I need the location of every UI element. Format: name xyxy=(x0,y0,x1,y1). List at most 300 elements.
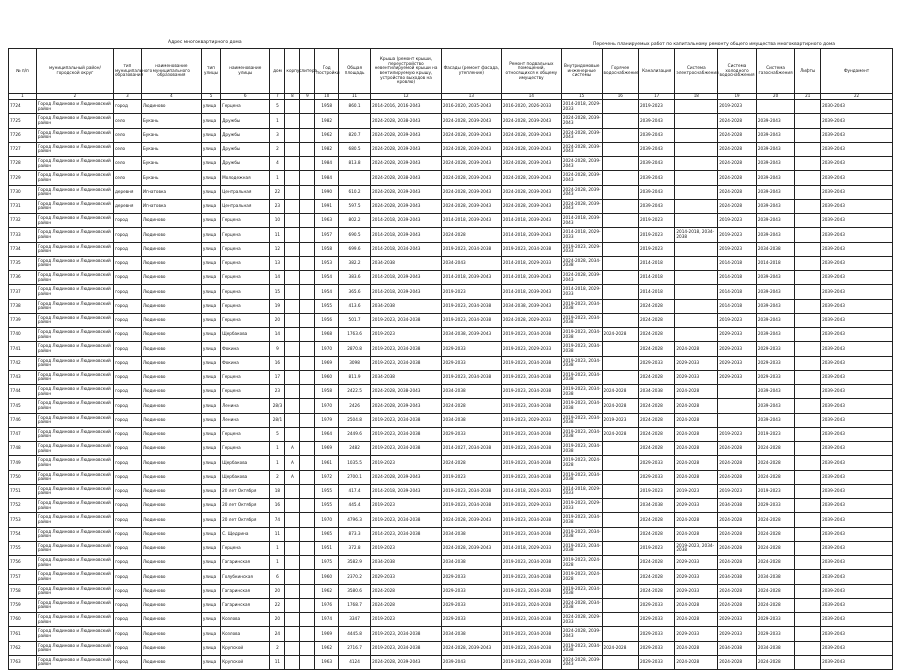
table-cell: 2039-2043 xyxy=(821,299,893,313)
table-cell: Герцена xyxy=(221,271,270,285)
table-cell: улица xyxy=(201,456,220,470)
column-number: 5 xyxy=(201,94,220,100)
table-cell: 2029-2033 xyxy=(638,641,674,655)
table-cell: 382.2 xyxy=(338,256,370,270)
table-cell: 2029-2033 xyxy=(718,613,757,627)
table-cell: 7763 xyxy=(9,655,37,669)
table-cell: 1976 xyxy=(315,598,339,612)
table-cell: 2039-2043 xyxy=(821,399,893,413)
table-cell: 2029-2033 xyxy=(756,356,795,370)
table-cell: 2039-2043 xyxy=(821,185,893,199)
table-cell: 7738 xyxy=(9,299,37,313)
table-cell: 2014-2018, 2039-2043 xyxy=(371,285,442,299)
table-cell: 2039-2043 xyxy=(821,413,893,427)
table-cell xyxy=(795,641,821,655)
table-cell xyxy=(300,128,315,142)
table-cell: 1963 xyxy=(315,655,339,669)
table-cell: улица xyxy=(201,228,220,242)
table-cell: город xyxy=(114,399,142,413)
table-cell: 2014-2018 xyxy=(638,285,674,299)
table-cell: Город Людиново и Людиновский район xyxy=(36,442,113,456)
table-cell: 5 xyxy=(270,100,285,114)
table-cell: 2024-2028 xyxy=(718,584,757,598)
table-cell: 4124 xyxy=(338,655,370,669)
table-cell: 2024-2028 xyxy=(638,427,674,441)
table-cell: 2029-2033 xyxy=(675,627,718,641)
table-cell xyxy=(285,185,300,199)
table-cell: 2039-2043 xyxy=(756,128,795,142)
table-cell xyxy=(602,114,638,128)
table-cell: 2034-2038 xyxy=(371,370,442,384)
column-number: 19 xyxy=(718,94,757,100)
table-cell: 2034-2038 xyxy=(756,242,795,256)
table-cell xyxy=(602,613,638,627)
table-cell: 2019-2023 xyxy=(638,100,674,114)
table-cell: 2019-2023 xyxy=(718,484,757,498)
table-cell xyxy=(285,342,300,356)
table-cell: улица xyxy=(201,199,220,213)
table-cell: 2039-2043 xyxy=(821,214,893,228)
table-cell: 22 xyxy=(270,185,285,199)
table-row xyxy=(9,356,893,370)
table-cell: 2024-2028 xyxy=(675,470,718,484)
table-cell: 2029-2033 xyxy=(756,342,795,356)
table-cell: улица xyxy=(201,641,220,655)
table-cell: Людиново xyxy=(141,655,201,669)
table-cell: 7749 xyxy=(9,456,37,470)
table-cell: 7745 xyxy=(9,399,37,413)
table-cell: улица xyxy=(201,271,220,285)
table-cell: 2024-2028, 2039-2043 xyxy=(561,142,602,156)
table-cell: улица xyxy=(201,128,220,142)
table-cell: Город Людиново и Людиновский район xyxy=(36,627,113,641)
table-cell: 2019-2023, 2034-2038 xyxy=(501,627,561,641)
table-cell: 2024-2028 xyxy=(638,442,674,456)
table-cell xyxy=(795,299,821,313)
table-cell: 2024-2028, 2038-2043 xyxy=(371,385,442,399)
table-cell xyxy=(300,456,315,470)
table-cell: 2039-2043 xyxy=(756,313,795,327)
table-cell: 7752 xyxy=(9,499,37,513)
table-row xyxy=(9,584,893,598)
table-cell: Людиново xyxy=(141,470,201,484)
table-cell: 1963 xyxy=(315,214,339,228)
table-cell: 2019-2023 xyxy=(718,228,757,242)
table-cell xyxy=(718,385,757,399)
table-cell xyxy=(285,157,300,171)
table-cell xyxy=(795,157,821,171)
table-cell xyxy=(795,399,821,413)
table-cell: 501.7 xyxy=(338,313,370,327)
table-cell: 2039-2043 xyxy=(821,541,893,555)
table-cell: 7724 xyxy=(9,100,37,114)
table-cell: 2019-2023 xyxy=(718,242,757,256)
table-cell: 2024-2028, 2039-2043 xyxy=(441,541,501,555)
table-cell xyxy=(300,142,315,156)
table-cell: 2024-2028 xyxy=(718,527,757,541)
table-cell: 2029-2033 xyxy=(756,613,795,627)
table-cell: Голубкинская xyxy=(221,570,270,584)
table-cell: 699.6 xyxy=(338,242,370,256)
table-cell: Людиново xyxy=(141,356,201,370)
table-cell: 820.7 xyxy=(338,128,370,142)
table-cell: 2024-2028, 2034-2038 xyxy=(561,256,602,270)
table-cell: 2029-2033 xyxy=(675,556,718,570)
table-cell xyxy=(300,513,315,527)
table-row xyxy=(9,613,893,627)
table-cell: село xyxy=(114,114,142,128)
table-cell: 7754 xyxy=(9,527,37,541)
table-cell: 2019-2023, 2034-2038 xyxy=(561,356,602,370)
table-cell: 2024-2028, 2038-2043 xyxy=(371,171,442,185)
table-cell: улица xyxy=(201,214,220,228)
column-header: тип муниципального образования xyxy=(114,49,142,94)
table-cell: улица xyxy=(201,342,220,356)
table-cell xyxy=(675,142,718,156)
table-cell: 2014-2018, 2039-2043 xyxy=(501,271,561,285)
table-cell: город xyxy=(114,242,142,256)
table-cell: улица xyxy=(201,100,220,114)
table-cell: 2014-2018, 2029-2033 xyxy=(561,484,602,498)
column-number: 3 xyxy=(114,94,142,100)
table-cell: 2039-2043 xyxy=(821,570,893,584)
table-cell: 20 xyxy=(270,584,285,598)
table-cell: 2024-2028 xyxy=(675,342,718,356)
table-cell xyxy=(795,285,821,299)
table-cell: Людиново xyxy=(141,214,201,228)
table-cell xyxy=(300,342,315,356)
table-cell: Город Людиново и Людиновский район xyxy=(36,214,113,228)
table-cell: 6 xyxy=(270,570,285,584)
table-cell: 2039-2043 xyxy=(756,299,795,313)
table-cell xyxy=(602,256,638,270)
table-cell: 2019-2023, 2034-2038 xyxy=(371,627,442,641)
table-cell: 2024-2028, 2039-2043 xyxy=(561,171,602,185)
table-cell xyxy=(300,100,315,114)
table-cell: 2039-2043 xyxy=(821,613,893,627)
table-cell xyxy=(300,157,315,171)
table-cell: Дружбы xyxy=(221,114,270,128)
table-cell: 7737 xyxy=(9,285,37,299)
table-cell: улица xyxy=(201,142,220,156)
table-row xyxy=(9,142,893,156)
table-cell: 2019-2023, 2034-2038 xyxy=(561,527,602,541)
table-cell: 2024-2028 xyxy=(756,527,795,541)
table-cell: улица xyxy=(201,598,220,612)
table-cell: 7759 xyxy=(9,598,37,612)
table-cell xyxy=(795,570,821,584)
table-cell: 2024-2028 xyxy=(718,114,757,128)
column-number: 13 xyxy=(441,94,501,100)
table-cell: 2029-2033 xyxy=(718,328,757,342)
table-cell: 2019-2023, 2034-2038 xyxy=(561,427,602,441)
table-cell xyxy=(300,484,315,498)
table-cell: город xyxy=(114,271,142,285)
table-cell: Город Людиново и Людиновский район xyxy=(36,328,113,342)
table-cell xyxy=(300,399,315,413)
table-cell: Герцена xyxy=(221,285,270,299)
table-cell: 2029-2033 xyxy=(675,584,718,598)
table-cell: 2029-2033 xyxy=(675,356,718,370)
table-cell: 2870.8 xyxy=(338,342,370,356)
table-cell: Букань xyxy=(141,171,201,185)
table-cell: 2039-2043 xyxy=(756,328,795,342)
table-cell: 2024-2028 xyxy=(602,399,638,413)
table-cell: город xyxy=(114,385,142,399)
column-number: 11 xyxy=(338,94,370,100)
table-cell: город xyxy=(114,356,142,370)
table-cell: 2014-2018, 2039-2043 xyxy=(371,214,442,228)
table-row xyxy=(9,413,893,427)
table-cell: Город Людиново и Людиновский район xyxy=(36,499,113,513)
table-cell: Людиново xyxy=(141,627,201,641)
table-cell: город xyxy=(114,513,142,527)
table-cell xyxy=(718,413,757,427)
table-cell: 2019-2023, 2034-2038 xyxy=(371,641,442,655)
table-cell: 2039-2043 xyxy=(638,114,674,128)
table-cell xyxy=(602,598,638,612)
table-cell xyxy=(602,313,638,327)
table-cell: 2039-2043 xyxy=(821,484,893,498)
column-number: 12 xyxy=(371,94,442,100)
table-cell: Людиново xyxy=(141,484,201,498)
table-cell: 11 xyxy=(270,655,285,669)
table-cell: город xyxy=(114,256,142,270)
table-cell: 2019-2023, 2034-2038 xyxy=(561,370,602,384)
table-cell: 2019-2023, 2034-2038 xyxy=(371,342,442,356)
table-cell: 2024-2028 xyxy=(441,456,501,470)
table-cell: Людиново xyxy=(141,313,201,327)
table-cell: 2039-2043 xyxy=(638,171,674,185)
table-cell: 2029-2033 xyxy=(718,342,757,356)
table-cell: 2024-2028, 2039-2043 xyxy=(441,142,501,156)
table-cell xyxy=(300,598,315,612)
table-cell: 1763.6 xyxy=(338,328,370,342)
table-cell: 1035.5 xyxy=(338,456,370,470)
table-cell: 2024-2028 xyxy=(675,513,718,527)
table-cell: Город Людиново и Людиновский район xyxy=(36,142,113,156)
table-cell: 2024-2028 xyxy=(638,527,674,541)
table-cell: 1958 xyxy=(315,100,339,114)
table-cell: город xyxy=(114,627,142,641)
table-cell: Герцена xyxy=(221,313,270,327)
column-header: тип улицы xyxy=(201,49,220,94)
table-cell: 2029-2033 xyxy=(441,570,501,584)
table-cell xyxy=(300,527,315,541)
table-cell xyxy=(285,427,300,441)
table-cell: 1968 xyxy=(315,328,339,342)
table-cell: 2019-2023, 2034-2038 xyxy=(501,442,561,456)
column-header: Общая площадь xyxy=(338,49,370,94)
table-cell: Людиново xyxy=(141,427,201,441)
table-cell xyxy=(795,328,821,342)
table-cell xyxy=(795,385,821,399)
table-cell: 2039-2043 xyxy=(821,256,893,270)
table-cell: 2019-2023 xyxy=(756,484,795,498)
table-cell: 2024-2028 xyxy=(638,328,674,342)
table-cell: 2 xyxy=(270,470,285,484)
table-cell: 14 xyxy=(270,328,285,342)
table-cell: 2019-2023 xyxy=(718,427,757,441)
table-cell: 2024-2028 xyxy=(638,413,674,427)
table-cell: 2019-2023, 2034-2038 xyxy=(441,499,501,513)
table-cell: 2014-2018, 2034-2038 xyxy=(675,228,718,242)
table-cell: 2039-2043 xyxy=(756,157,795,171)
table-cell: 14 xyxy=(270,271,285,285)
table-cell: 1955 xyxy=(315,484,339,498)
table-cell: 2024-2028, 2039-2043 xyxy=(371,199,442,213)
table-cell: Людиново xyxy=(141,228,201,242)
table-cell: 1975 xyxy=(315,556,339,570)
table-row xyxy=(9,527,893,541)
table-cell: 16 xyxy=(270,356,285,370)
table-cell: Людиново xyxy=(141,413,201,427)
table-cell: 2024-2028, 2039-2043 xyxy=(371,157,442,171)
table-cell: город xyxy=(114,342,142,356)
table-cell: Людиново xyxy=(141,513,201,527)
table-cell: 2504.8 xyxy=(338,413,370,427)
table-cell: 2014-2018, 2039-2043 xyxy=(501,214,561,228)
table-cell: Людиново xyxy=(141,613,201,627)
table-cell xyxy=(602,627,638,641)
table-cell: А xyxy=(285,456,300,470)
table-cell: 2019-2023, 2034-2038 xyxy=(561,328,602,342)
table-cell xyxy=(300,214,315,228)
table-cell: улица xyxy=(201,527,220,541)
table-cell: 2019-2023, 2034-2038 xyxy=(675,541,718,555)
table-row xyxy=(9,655,893,669)
column-header: наименование улицы xyxy=(221,49,270,94)
table-cell: 2029-2033 xyxy=(756,499,795,513)
table-cell: 2019-2023, 2034-2038 xyxy=(501,527,561,541)
table-cell: 11 xyxy=(270,527,285,541)
table-cell: 2024-2028, 2039-2043 xyxy=(371,185,442,199)
table-cell xyxy=(300,613,315,627)
table-cell: Герцена xyxy=(221,100,270,114)
table-cell: 2024-2028 xyxy=(602,641,638,655)
table-cell: 2024-2028 xyxy=(718,185,757,199)
table-cell: Крупской xyxy=(221,655,270,669)
table-cell: 3098 xyxy=(338,356,370,370)
table-cell xyxy=(795,199,821,213)
table-cell: 2024-2028 xyxy=(638,570,674,584)
table-cell xyxy=(338,171,370,185)
table-cell: 2039-2043 xyxy=(821,171,893,185)
table-cell xyxy=(300,199,315,213)
table-cell: 2024-2028, 2039-2043 xyxy=(501,128,561,142)
table-cell: 2024-2028 xyxy=(675,427,718,441)
table-cell: 2019-2023, 2034-2038 xyxy=(441,313,501,327)
table-cell: 2016-2020, 2026-2033 xyxy=(501,100,561,114)
column-header: Система электроснабжения xyxy=(675,49,718,94)
column-header: Система холодного водоснабжения xyxy=(718,49,757,94)
table-cell: 2019-2023, 2034-2038 xyxy=(501,242,561,256)
table-cell: 10 xyxy=(270,214,285,228)
table-cell xyxy=(285,385,300,399)
table-cell: 2039-2043 xyxy=(638,199,674,213)
column-header: Год постройки xyxy=(315,49,339,94)
table-cell: Город Людиново и Людиновский район xyxy=(36,541,113,555)
table-cell: 1956 xyxy=(315,313,339,327)
table-cell xyxy=(602,342,638,356)
table-cell xyxy=(602,285,638,299)
table-cell: 2019-2023, 2034-2038 xyxy=(561,584,602,598)
table-cell: 2039-2043 xyxy=(756,142,795,156)
table-cell xyxy=(795,171,821,185)
table-cell: 7740 xyxy=(9,328,37,342)
table-cell xyxy=(300,427,315,441)
column-header: литера xyxy=(300,49,315,94)
table-cell: Город Людиново и Людиновский район xyxy=(36,157,113,171)
table-row xyxy=(9,128,893,142)
column-number: 7 xyxy=(270,94,285,100)
table-cell: Ленина xyxy=(221,399,270,413)
table-cell: 2034-2038 xyxy=(441,627,501,641)
table-cell: 2029-2033 xyxy=(756,627,795,641)
table-cell: Ленина xyxy=(221,413,270,427)
table-cell: 2024-2028 xyxy=(756,556,795,570)
table-cell: 2024-2028, 2039-2043 xyxy=(441,199,501,213)
table-cell: город xyxy=(114,598,142,612)
table-cell: 2019-2023 xyxy=(638,541,674,555)
table-cell: Людиново xyxy=(141,285,201,299)
column-number: 15 xyxy=(561,94,602,100)
table-cell: город xyxy=(114,570,142,584)
table-cell: 2019-2023, 2034-2038 xyxy=(501,641,561,655)
table-cell: 2019-2023 xyxy=(441,285,501,299)
table-cell xyxy=(602,142,638,156)
table-cell: 1982 xyxy=(315,142,339,156)
table-cell: Центральная xyxy=(221,185,270,199)
table-cell: Людиново xyxy=(141,399,201,413)
table-cell: Людиново xyxy=(141,541,201,555)
table-cell: 2024-2028, 2039-2043 xyxy=(501,185,561,199)
table-cell: Букань xyxy=(141,128,201,142)
table-cell: 1970 xyxy=(315,513,339,527)
table-cell: 7732 xyxy=(9,214,37,228)
table-cell: 813.8 xyxy=(338,157,370,171)
table-cell: 2024-2028 xyxy=(675,527,718,541)
table-cell: 2716.7 xyxy=(338,641,370,655)
table-cell: 2024-2028, 2029-2033 xyxy=(501,313,561,327)
table-cell: улица xyxy=(201,114,220,128)
table-cell: 2019-2023 xyxy=(371,499,442,513)
table-cell xyxy=(795,100,821,114)
table-cell: село xyxy=(114,142,142,156)
table-cell: 2019-2023, 2034-2038 xyxy=(371,513,442,527)
table-cell: 2039-2043 xyxy=(821,655,893,669)
table-cell: 18 xyxy=(270,484,285,498)
table-cell: 2014-2018 xyxy=(718,299,757,313)
table-cell: Город Людиново и Людиновский район xyxy=(36,513,113,527)
table-cell: 2014-2018, 2029-2033 xyxy=(501,256,561,270)
table-cell: 2024-2028, 2039-2043 xyxy=(371,128,442,142)
table-cell: 2039-2043 xyxy=(821,427,893,441)
table-cell: Герцена xyxy=(221,385,270,399)
table-cell: Город Людиново и Людиновский район xyxy=(36,271,113,285)
table-cell: 1969 xyxy=(315,356,339,370)
table-cell: 7762 xyxy=(9,641,37,655)
table-cell: 2029-2033 xyxy=(371,570,442,584)
table-cell: Город Людиново и Людиновский район xyxy=(36,256,113,270)
table-cell xyxy=(300,641,315,655)
table-cell xyxy=(795,370,821,384)
table-cell: 2034-2038 xyxy=(441,413,501,427)
table-cell: 2019-2023, 2034-2038 xyxy=(501,328,561,342)
table-cell xyxy=(300,228,315,242)
table-cell: 2039-2043 xyxy=(821,271,893,285)
table-cell: улица xyxy=(201,627,220,641)
